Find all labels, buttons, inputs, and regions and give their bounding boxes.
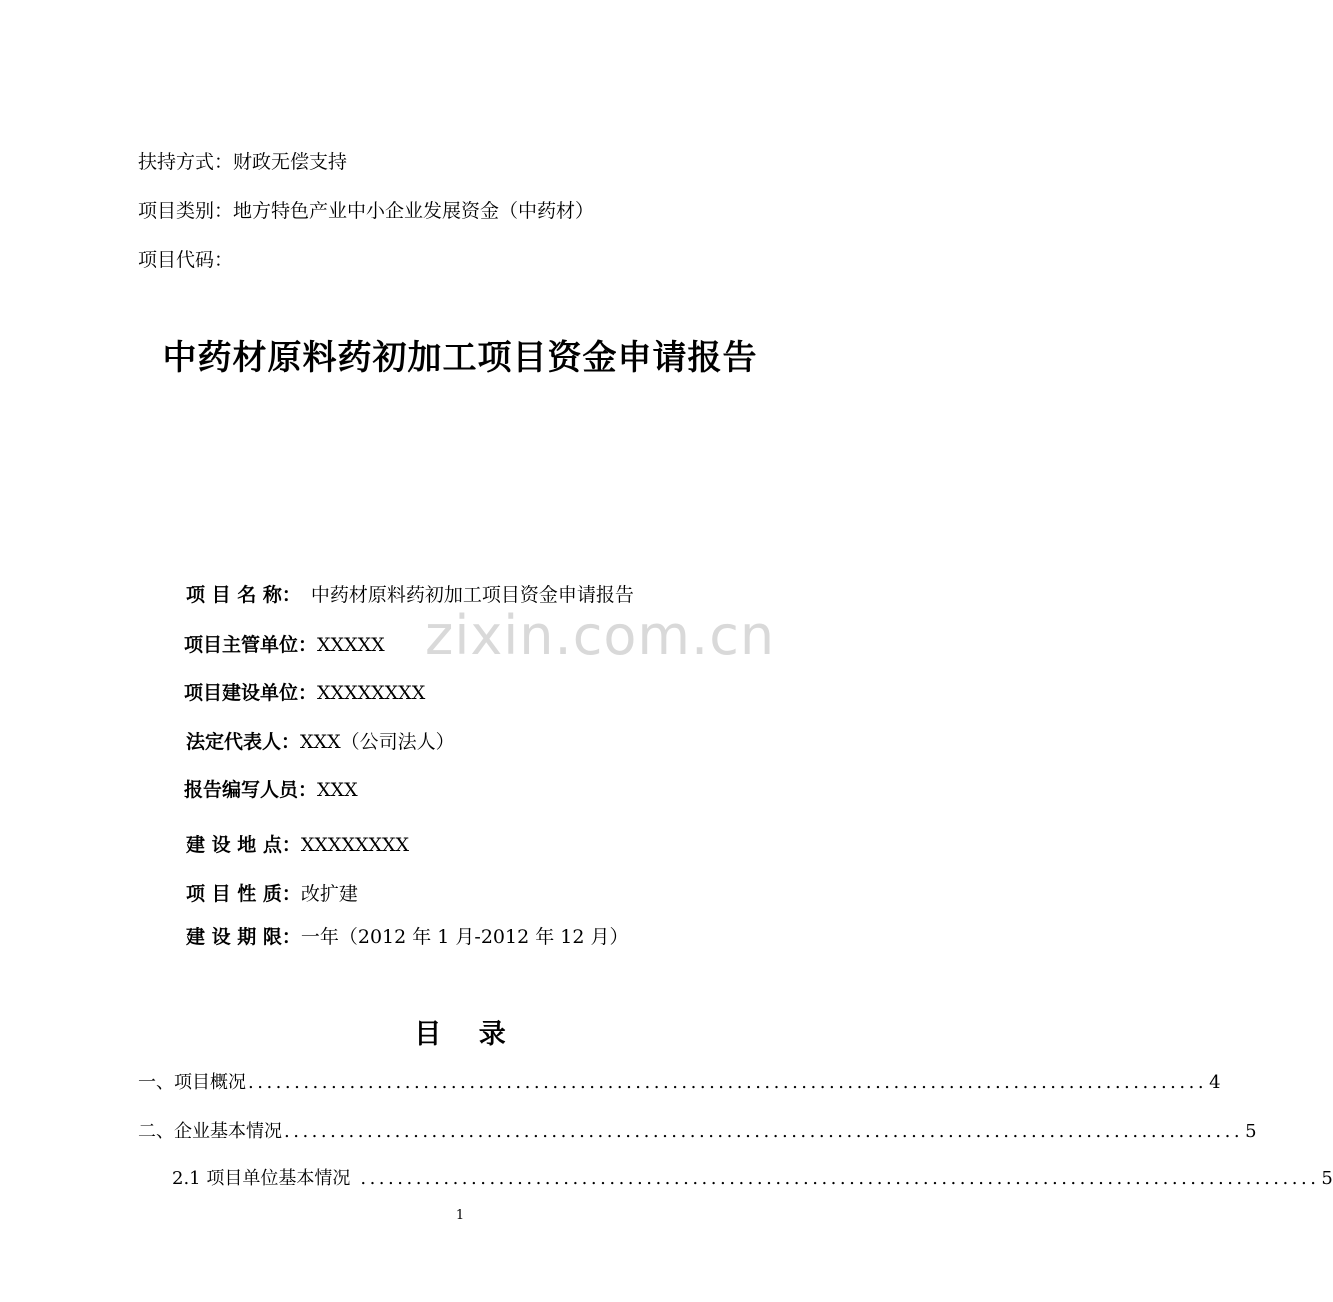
field-value: XXX（公司法人） (300, 731, 455, 753)
field-value: XXXXXXXX (317, 682, 426, 704)
toc-entry[interactable] (172, 1164, 1333, 1190)
field-value: XXXXX (317, 634, 385, 656)
document-title: 中药材原料药初加工项目资金申请报告 (162, 338, 758, 378)
field-construction-unit (184, 678, 425, 705)
field-label: 法定代表人： (186, 731, 301, 753)
field-construction-site (186, 830, 409, 857)
toc-entry-text: 一、项目概况 (138, 1072, 246, 1093)
toc-entry-page: 4 (1209, 1072, 1221, 1093)
toc-leader-dots: ........................................................................................................ (284, 1121, 1244, 1142)
toc-entry-page: 5 (1321, 1168, 1333, 1189)
toc-entry-text: 2.1 项目单位基本情况 (172, 1168, 351, 1189)
field-label: 报告编写人员： (184, 779, 318, 801)
field-label: 项 目 名 称： (186, 584, 301, 606)
field-supervising-unit (184, 630, 385, 657)
field-label: 建 设 期 限： (186, 926, 301, 948)
project-category-line: 项目类别：地方特色产业中小企业发展资金（中药材） (138, 200, 595, 222)
field-construction-period (186, 922, 629, 949)
toc-title: 目 录 (414, 1019, 506, 1050)
field-project-nature (186, 879, 358, 906)
toc-leader-dots: ........................................................................................................ (248, 1072, 1208, 1093)
field-label: 项目主管单位： (184, 634, 318, 656)
project-code-line: 项目代码： (138, 249, 234, 271)
toc-entry[interactable] (138, 1117, 1257, 1143)
field-report-author (184, 775, 358, 802)
field-legal-representative (186, 727, 455, 754)
toc-entry[interactable] (138, 1068, 1221, 1094)
page-number: 1 (455, 1208, 465, 1223)
field-label: 项 目 性 质： (186, 883, 301, 905)
support-method-line: 扶持方式：财政无偿支持 (138, 151, 348, 173)
field-project-name (186, 580, 634, 607)
watermark: zixin.com.cn (425, 604, 776, 667)
toc-leader-dots: ........................................................................................................ (360, 1168, 1320, 1189)
field-value: 中药材原料药初加工项目资金申请报告 (310, 584, 634, 606)
field-label: 项目建设单位： (184, 682, 318, 704)
field-value: XXXXXXXX (300, 834, 410, 856)
toc-entry-text: 二、企业基本情况 (138, 1121, 282, 1142)
field-value: XXX (317, 779, 358, 801)
field-value: 改扩建 (300, 883, 358, 905)
field-value: 一年（2012 年 1 月-2012 年 12 月） (300, 926, 629, 948)
toc-entry-page: 5 (1245, 1121, 1257, 1142)
field-label: 建 设 地 点： (186, 834, 301, 856)
